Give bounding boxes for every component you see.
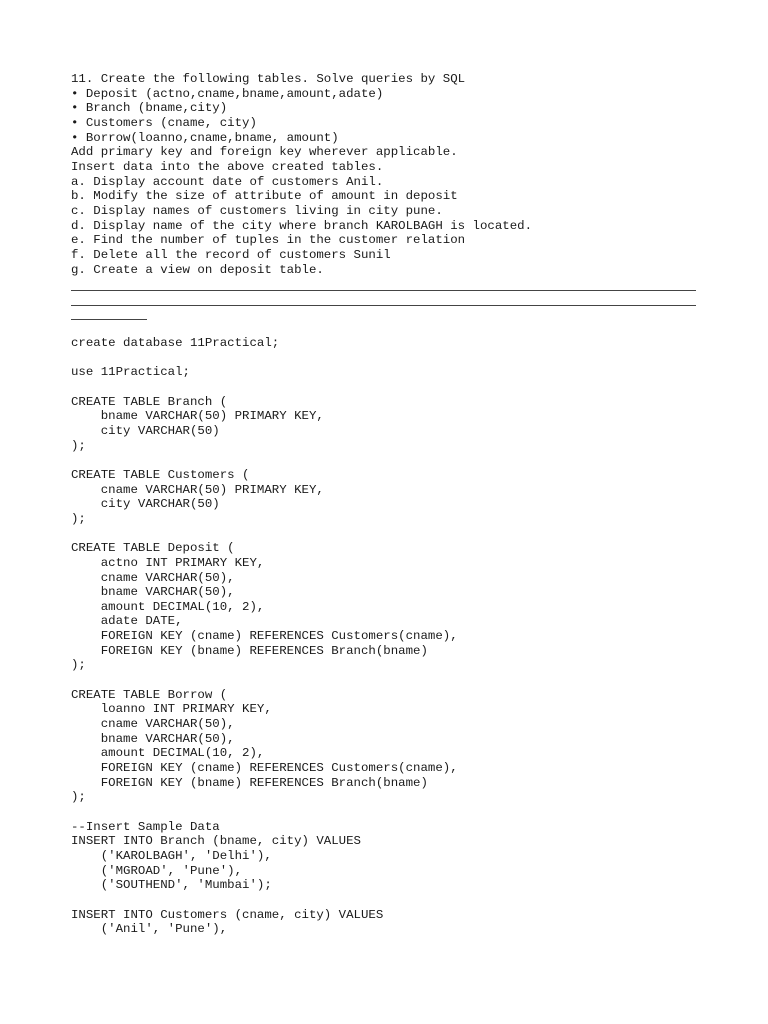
separator-line bbox=[71, 319, 147, 320]
separator-line bbox=[71, 290, 696, 291]
separator-line bbox=[71, 305, 696, 306]
question-text: 11. Create the following tables. Solve queries by SQL • Deposit (actno,cname,bname,amount,adate) • Branch (bname,city) • Customers (cname, city) • Borrow(loanno,cname,bname, amount) Add primary key and foreign key wherever applicable. Insert data into the above created tables. a. Display account date of customers Anil. b. Modify the size of attribute of amount in deposit c. Display names of customers living in city pune. d. Display name of the city where branch KAROLBAGH is located. e. Find the number of tuples in the customer relation f. Delete all the record of customers Sunil g. Create a view on deposit table. bbox=[71, 72, 533, 277]
sql-code-block: create database 11Practical; use 11Practical; CREATE TABLE Branch ( bname VARCHAR(50) PRIMARY KEY, city VARCHAR(50) ); CREATE TABLE Customers ( cname VARCHAR(50) PRIMARY KEY, city VARCHAR(50) ); CREATE TABLE Deposit ( actno INT PRIMARY KEY, cname VARCHAR(50), bname VARCHAR(50), amount DECIMAL(10, 2), adate DATE, FOREIGN KEY (cname) REFERENCES Customers(cname), FOREIGN KEY (bname) REFERENCES Branch(bname) ); CREATE TABLE Borrow ( loanno INT PRIMARY KEY, cname VARCHAR(50), bname VARCHAR(50), amount DECIMAL(10, 2), FOREIGN KEY (cname) REFERENCES Customers(cname), FOREIGN KEY (bname) REFERENCES Branch(bname) ); --Insert Sample Data INSERT INTO Branch (bname, city) VALUES ('KAROLBAGH', 'Delhi'), ('MGROAD', 'Pune'), ('SOUTHEND', 'Mumbai'); INSERT INTO Customers (cname, city) VALUES ('Anil', 'Pune'), bbox=[71, 336, 458, 937]
